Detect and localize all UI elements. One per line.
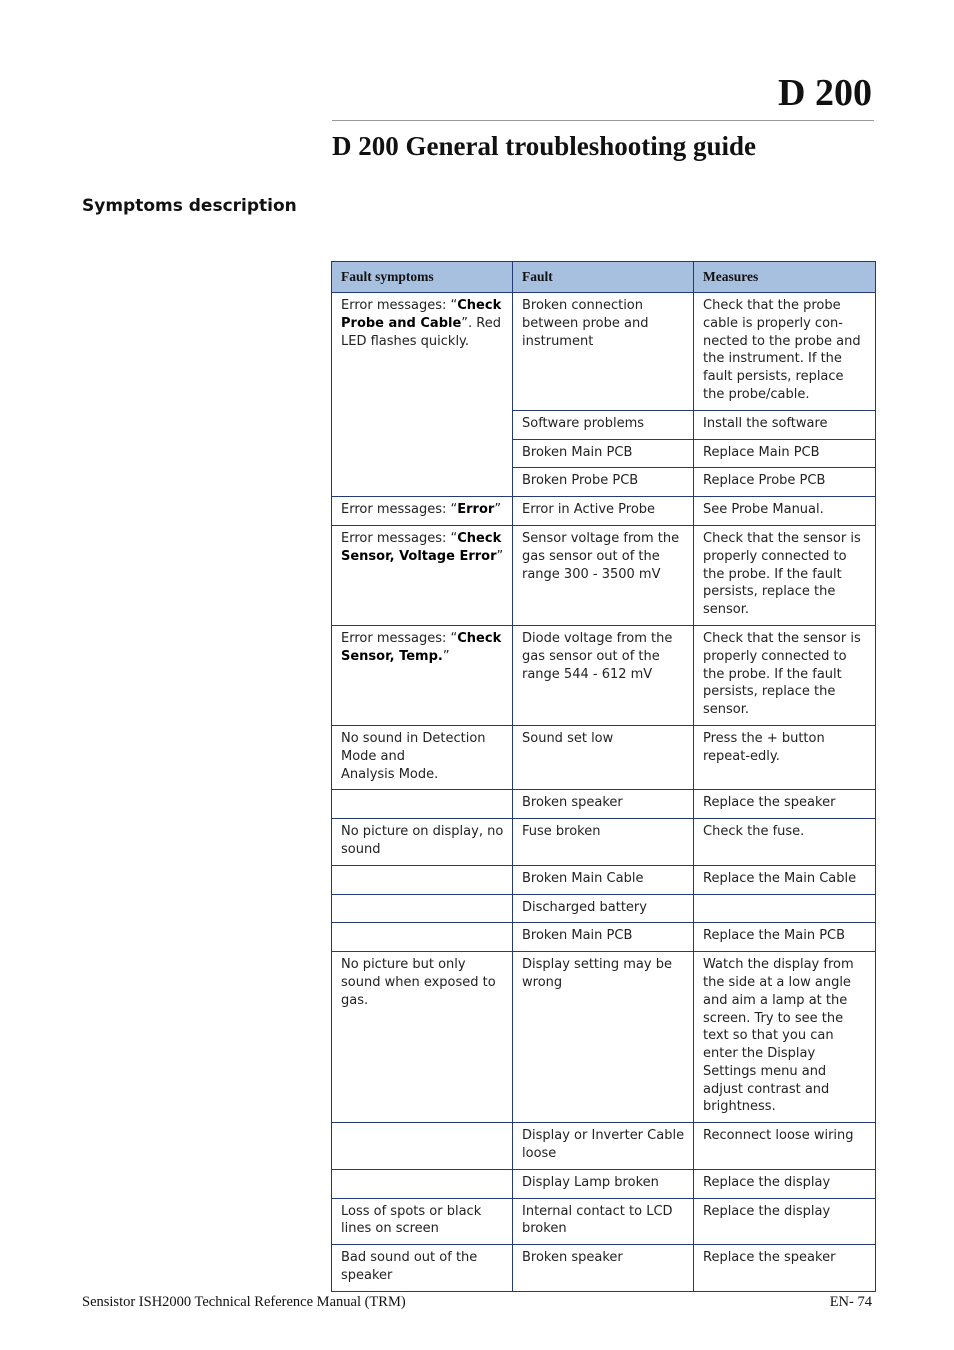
table-row <box>332 1198 876 1245</box>
cell-fault: Broken speaker <box>513 1245 694 1292</box>
table-row <box>332 865 876 894</box>
cell-measure: Replace Probe PCB <box>694 468 876 497</box>
cell-fault-symptom <box>332 865 513 894</box>
table-row <box>332 923 876 952</box>
table-row <box>332 725 876 789</box>
cell-fault-symptom <box>332 1123 513 1170</box>
cell-measure: Replace the speaker <box>694 790 876 819</box>
symptom-text: Error messages: “ <box>341 502 458 518</box>
cell-fault: Display Lamp broken <box>513 1169 694 1198</box>
cell-fault: Sensor voltage from the gas sensor out of the range 300 - 3500 mV <box>513 525 694 625</box>
table-row <box>332 525 876 625</box>
table-row <box>332 1123 876 1170</box>
page-title: D 200 General troubleshooting guide <box>332 131 757 161</box>
table-header-row <box>332 262 876 293</box>
cell-fault: Discharged battery <box>513 894 694 923</box>
cell-fault: Error in Active Probe <box>513 497 694 526</box>
table-row <box>332 790 876 819</box>
symptom-text: ”. Red LED flashes quickly. <box>341 315 501 349</box>
cell-measure: See Probe Manual. <box>694 497 876 526</box>
column-header-fault: Fault <box>513 262 694 293</box>
section-heading: Symptoms description <box>82 196 297 216</box>
table-row <box>332 293 876 411</box>
symptom-text: Error messages: “ <box>341 630 458 646</box>
cell-measure: Install the software <box>694 410 876 439</box>
symptom-text: No sound in Detection Mode and <box>341 730 486 764</box>
cell-measure <box>694 894 876 923</box>
cell-fault: Display setting may be wrong <box>513 952 694 1123</box>
cell-fault-symptom <box>332 790 513 819</box>
table-row <box>332 894 876 923</box>
cell-measure: Replace the speaker <box>694 1245 876 1292</box>
footer-page-number: EN- 74 <box>829 1294 872 1310</box>
table-row <box>332 625 876 725</box>
cell-measure: Replace the Main Cable <box>694 865 876 894</box>
cell-measure: Reconnect loose wiring <box>694 1123 876 1170</box>
cell-fault-symptom <box>332 725 513 789</box>
troubleshooting-table <box>331 261 876 1292</box>
cell-fault-symptom <box>332 1198 513 1245</box>
column-header-measures: Measures <box>694 262 876 293</box>
cell-measure: Replace the Main PCB <box>694 923 876 952</box>
table-row <box>332 497 876 526</box>
symptom-text: No picture but only sound when exposed to gas. <box>341 957 496 1008</box>
cell-measure: Watch the display from the side at a low angle and aim a lamp at the screen. Try to see the text so that you can enter the Display Settings menu and adjust contrast and brightness. <box>694 952 876 1123</box>
cell-fault: Software problems <box>513 410 694 439</box>
document-model-header: D 200 <box>778 72 872 114</box>
symptom-error-message: Check Probe and Cable <box>341 298 502 331</box>
cell-fault: Broken speaker <box>513 790 694 819</box>
symptom-error-message: Error <box>457 502 495 518</box>
cell-fault: Broken Probe PCB <box>513 468 694 497</box>
table-row <box>332 1245 876 1292</box>
cell-fault: Diode voltage from the gas sensor out of the range 544 - 612 mV <box>513 625 694 725</box>
symptom-error-message: Check Sensor, Temp. <box>341 630 502 664</box>
symptom-text: Error messages: “ <box>341 298 458 313</box>
symptom-text: ” <box>442 648 450 664</box>
table-row <box>332 1169 876 1198</box>
footer-manual-title: Sensistor ISH2000 Technical Reference Manual (TRM) <box>82 1294 406 1310</box>
cell-fault-symptom <box>332 293 513 497</box>
cell-fault-symptom <box>332 1169 513 1198</box>
symptom-text: Bad sound out of the speaker <box>341 1250 478 1284</box>
cell-fault: Sound set low <box>513 725 694 789</box>
cell-fault: Broken Main PCB <box>513 923 694 952</box>
cell-fault: Broken Main Cable <box>513 865 694 894</box>
cell-fault-symptom <box>332 819 513 866</box>
cell-measure: Replace the display <box>694 1169 876 1198</box>
cell-measure: Check the fuse. <box>694 819 876 866</box>
cell-fault-symptom <box>332 952 513 1123</box>
cell-fault: Internal contact to LCD broken <box>513 1198 694 1245</box>
symptom-text: Error messages: “ <box>341 530 458 546</box>
cell-fault-symptom <box>332 497 513 526</box>
symptom-text: ” <box>494 502 502 518</box>
table-body <box>332 293 876 1292</box>
cell-fault: Broken connection between probe and instrument <box>513 293 694 411</box>
cell-fault-symptom <box>332 923 513 952</box>
symptom-text: Loss of spots or black lines on screen <box>341 1203 482 1237</box>
cell-measure: Check that the sensor is properly connected to the probe. If the fault persists, replace the sensor. <box>694 525 876 625</box>
cell-measure: Replace the display <box>694 1198 876 1245</box>
symptom-text: No picture on display, no sound <box>341 824 504 857</box>
symptom-text: Analysis Mode. <box>341 766 439 782</box>
symptom-error-message: Check Sensor, Voltage Error <box>341 530 502 564</box>
header-rule <box>332 120 874 121</box>
cell-fault: Fuse broken <box>513 819 694 866</box>
cell-fault: Display or Inverter Cable loose <box>513 1123 694 1170</box>
symptom-text: ” <box>496 548 504 564</box>
cell-fault-symptom <box>332 525 513 625</box>
cell-fault-symptom <box>332 1245 513 1292</box>
table-row <box>332 952 876 1123</box>
column-header-fault-symptoms: Fault symptoms <box>332 262 513 293</box>
table-row <box>332 819 876 866</box>
cell-fault-symptom <box>332 625 513 725</box>
cell-measure: Check that the probe cable is properly con-nected to the probe and the instrument. If the fault persists, replace the probe/cable. <box>694 293 876 411</box>
cell-measure: Check that the sensor is properly connected to the probe. If the fault persists, replace the sensor. <box>694 625 876 725</box>
cell-fault-symptom <box>332 894 513 923</box>
cell-measure: Replace Main PCB <box>694 439 876 468</box>
cell-measure: Press the + button repeat-edly. <box>694 725 876 789</box>
cell-fault: Broken Main PCB <box>513 439 694 468</box>
